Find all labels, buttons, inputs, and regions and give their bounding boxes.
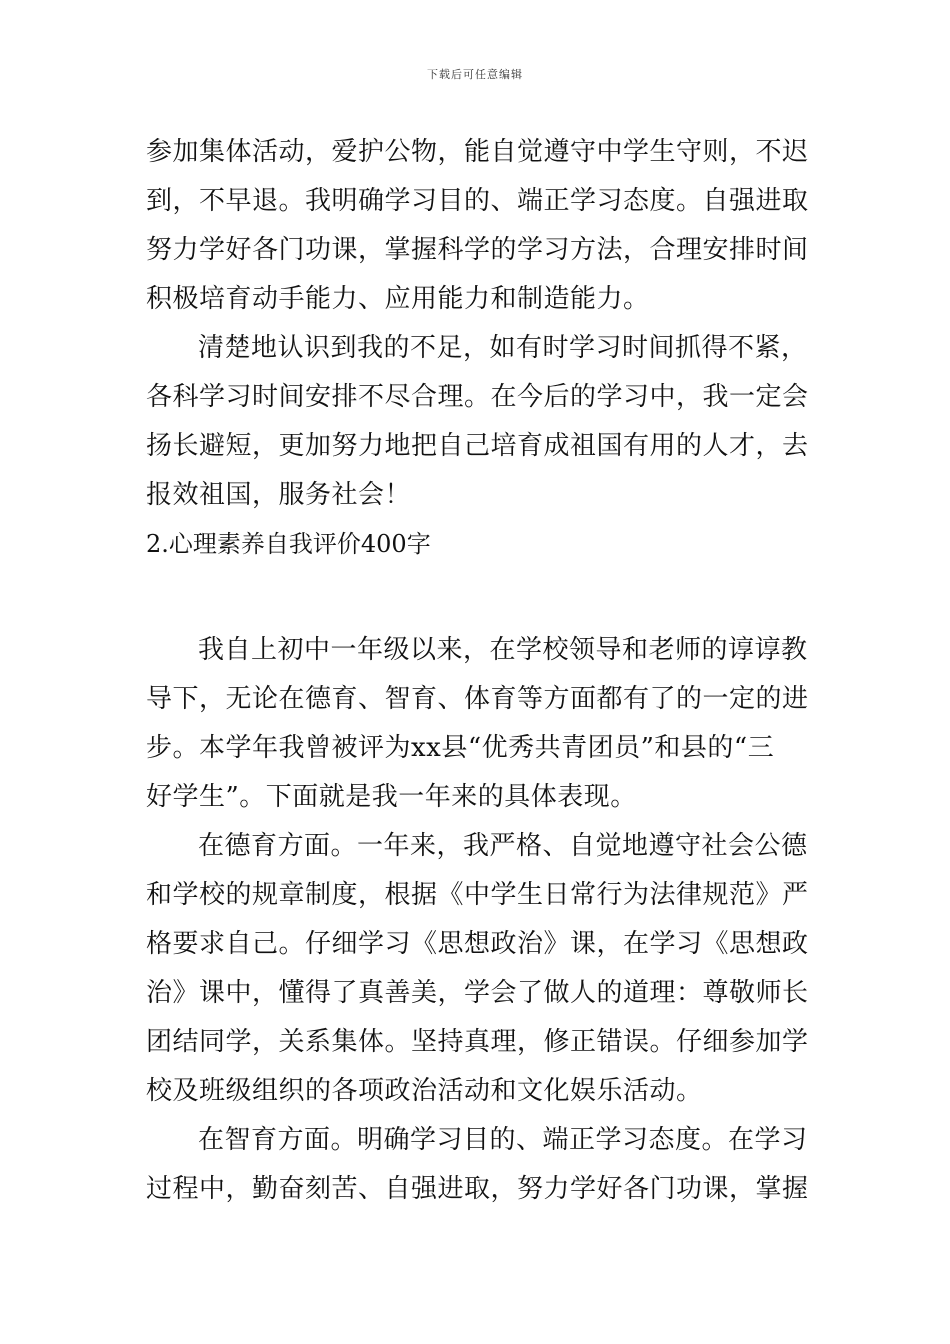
page-header-note: 下载后可任意编辑 xyxy=(427,68,523,81)
document-body xyxy=(146,128,808,1214)
text-line: 到，不早退。我明确学习目的、端正学习态度。自强进取 xyxy=(146,186,809,216)
text-line: 格要求自己。仔细学习《思想政治》课，在学习《思想政 xyxy=(146,929,809,959)
text-line: 扬长避短，更加努力地把自己培育成祖国有用的人才，去 xyxy=(146,431,809,461)
paragraph-intro xyxy=(146,626,808,822)
section-heading: 2.心理素养自我评价400字 xyxy=(146,530,431,558)
text-line: 报效祖国，服务社会！ xyxy=(146,480,412,510)
text-line: 参加集体活动，爱护公物，能自觉遵守中学生守则，不迟 xyxy=(146,137,809,167)
text-line: 在德育方面。一年来，我严格、自觉地遵守社会公德 xyxy=(198,831,808,861)
text-line: 努力学好各门功课，掌握科学的学习方法，合理安排时间 xyxy=(146,235,809,265)
text-line: 和学校的规章制度，根据《中学生日常行为法律规范》严 xyxy=(146,880,809,910)
paragraph-continuation xyxy=(146,128,808,324)
text-line: 校及班级组织的各项政治活动和文化娱乐活动。 xyxy=(146,1076,703,1106)
paragraph-moral-education xyxy=(146,822,808,1116)
blank-gap xyxy=(146,569,808,626)
text-line: 过程中，勤奋刻苦、自强进取，努力学好各门功课，掌握 xyxy=(146,1174,809,1204)
paragraph-shortcomings xyxy=(146,324,808,520)
text-line: 积极培育动手能力、应用能力和制造能力。 xyxy=(146,284,650,314)
text-line: 在智育方面。明确学习目的、端正学习态度。在学习 xyxy=(198,1125,808,1155)
paragraph-intellectual-education xyxy=(146,1116,808,1214)
text-line: 治》课中，懂得了真善美，学会了做人的道理：尊敬师长 xyxy=(146,978,809,1008)
text-line: 我自上初中一年级以来，在学校领导和老师的谆谆教 xyxy=(198,635,808,665)
text-line: 各科学习时间安排不尽合理。在今后的学习中，我一定会 xyxy=(146,382,809,412)
text-line: 步。本学年我曾被评为xx县“优秀共青团员”和县的“三 xyxy=(146,733,775,763)
text-line: 好学生”。下面就是我一年来的具体表现。 xyxy=(146,782,637,812)
text-line: 清楚地认识到我的不足，如有时学习时间抓得不紧， xyxy=(198,333,808,363)
text-line: 团结同学，关系集体。坚持真理，修正错误。仔细参加学 xyxy=(146,1027,809,1057)
text-line: 导下，无论在德育、智育、体育等方面都有了的一定的进 xyxy=(146,684,809,714)
